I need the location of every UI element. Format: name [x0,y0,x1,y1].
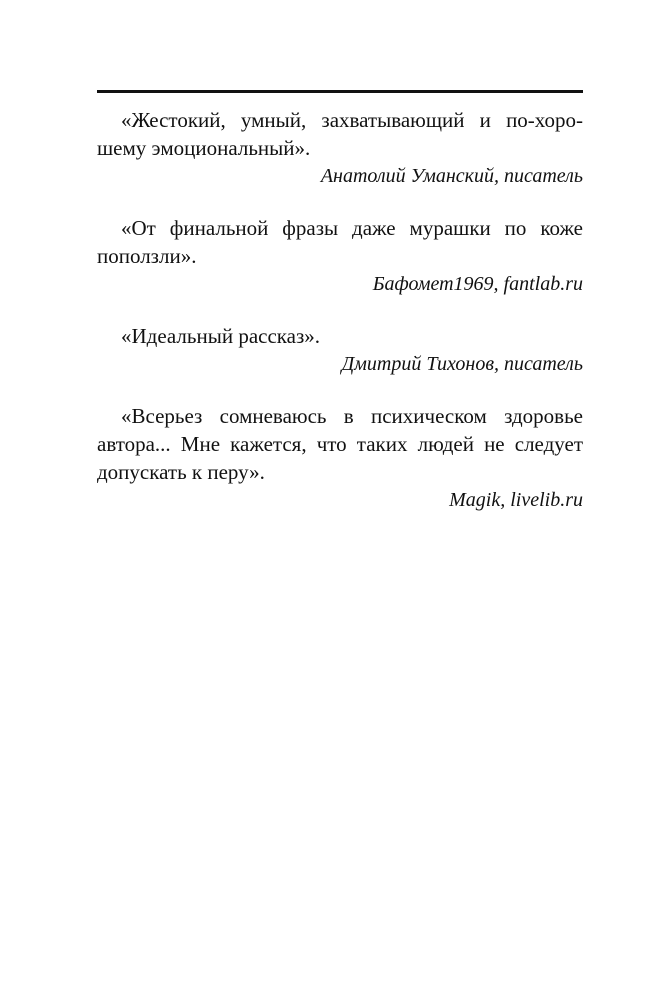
quote-line: «Жестокий, умный, захватывающий и по-хоро- [121,108,583,132]
quote-line: допускать к перу». [97,460,265,484]
review-quote [97,402,583,514]
review-quote [97,106,583,190]
quote-text [97,214,583,270]
quote-text [97,106,583,162]
quote-line: поползли». [97,244,197,268]
quote-text [97,322,583,350]
quote-line: «Идеальный рассказ». [121,324,321,348]
quote-text [97,402,583,486]
review-quote [97,322,583,378]
quote-line: «От финальной фразы даже мурашки по коже [121,216,583,240]
quote-attribution: Бафомет1969, fantlab.ru [372,273,583,295]
review-quote [97,214,583,298]
quote-attribution: Анатолий Уманский, писатель [320,165,583,187]
quote-line: автора... Мне кажется, что таких людей не следует [97,432,583,456]
top-rule [97,90,583,93]
quote-attribution: Magik, livelib.ru [449,489,583,511]
review-quotes [97,106,583,538]
quote-attribution: Дмитрий Тихонов, писатель [341,353,583,375]
quote-line: шему эмоциональный». [97,136,311,160]
quote-line: «Всерьез сомневаюсь в психическом здоровье [121,404,583,428]
